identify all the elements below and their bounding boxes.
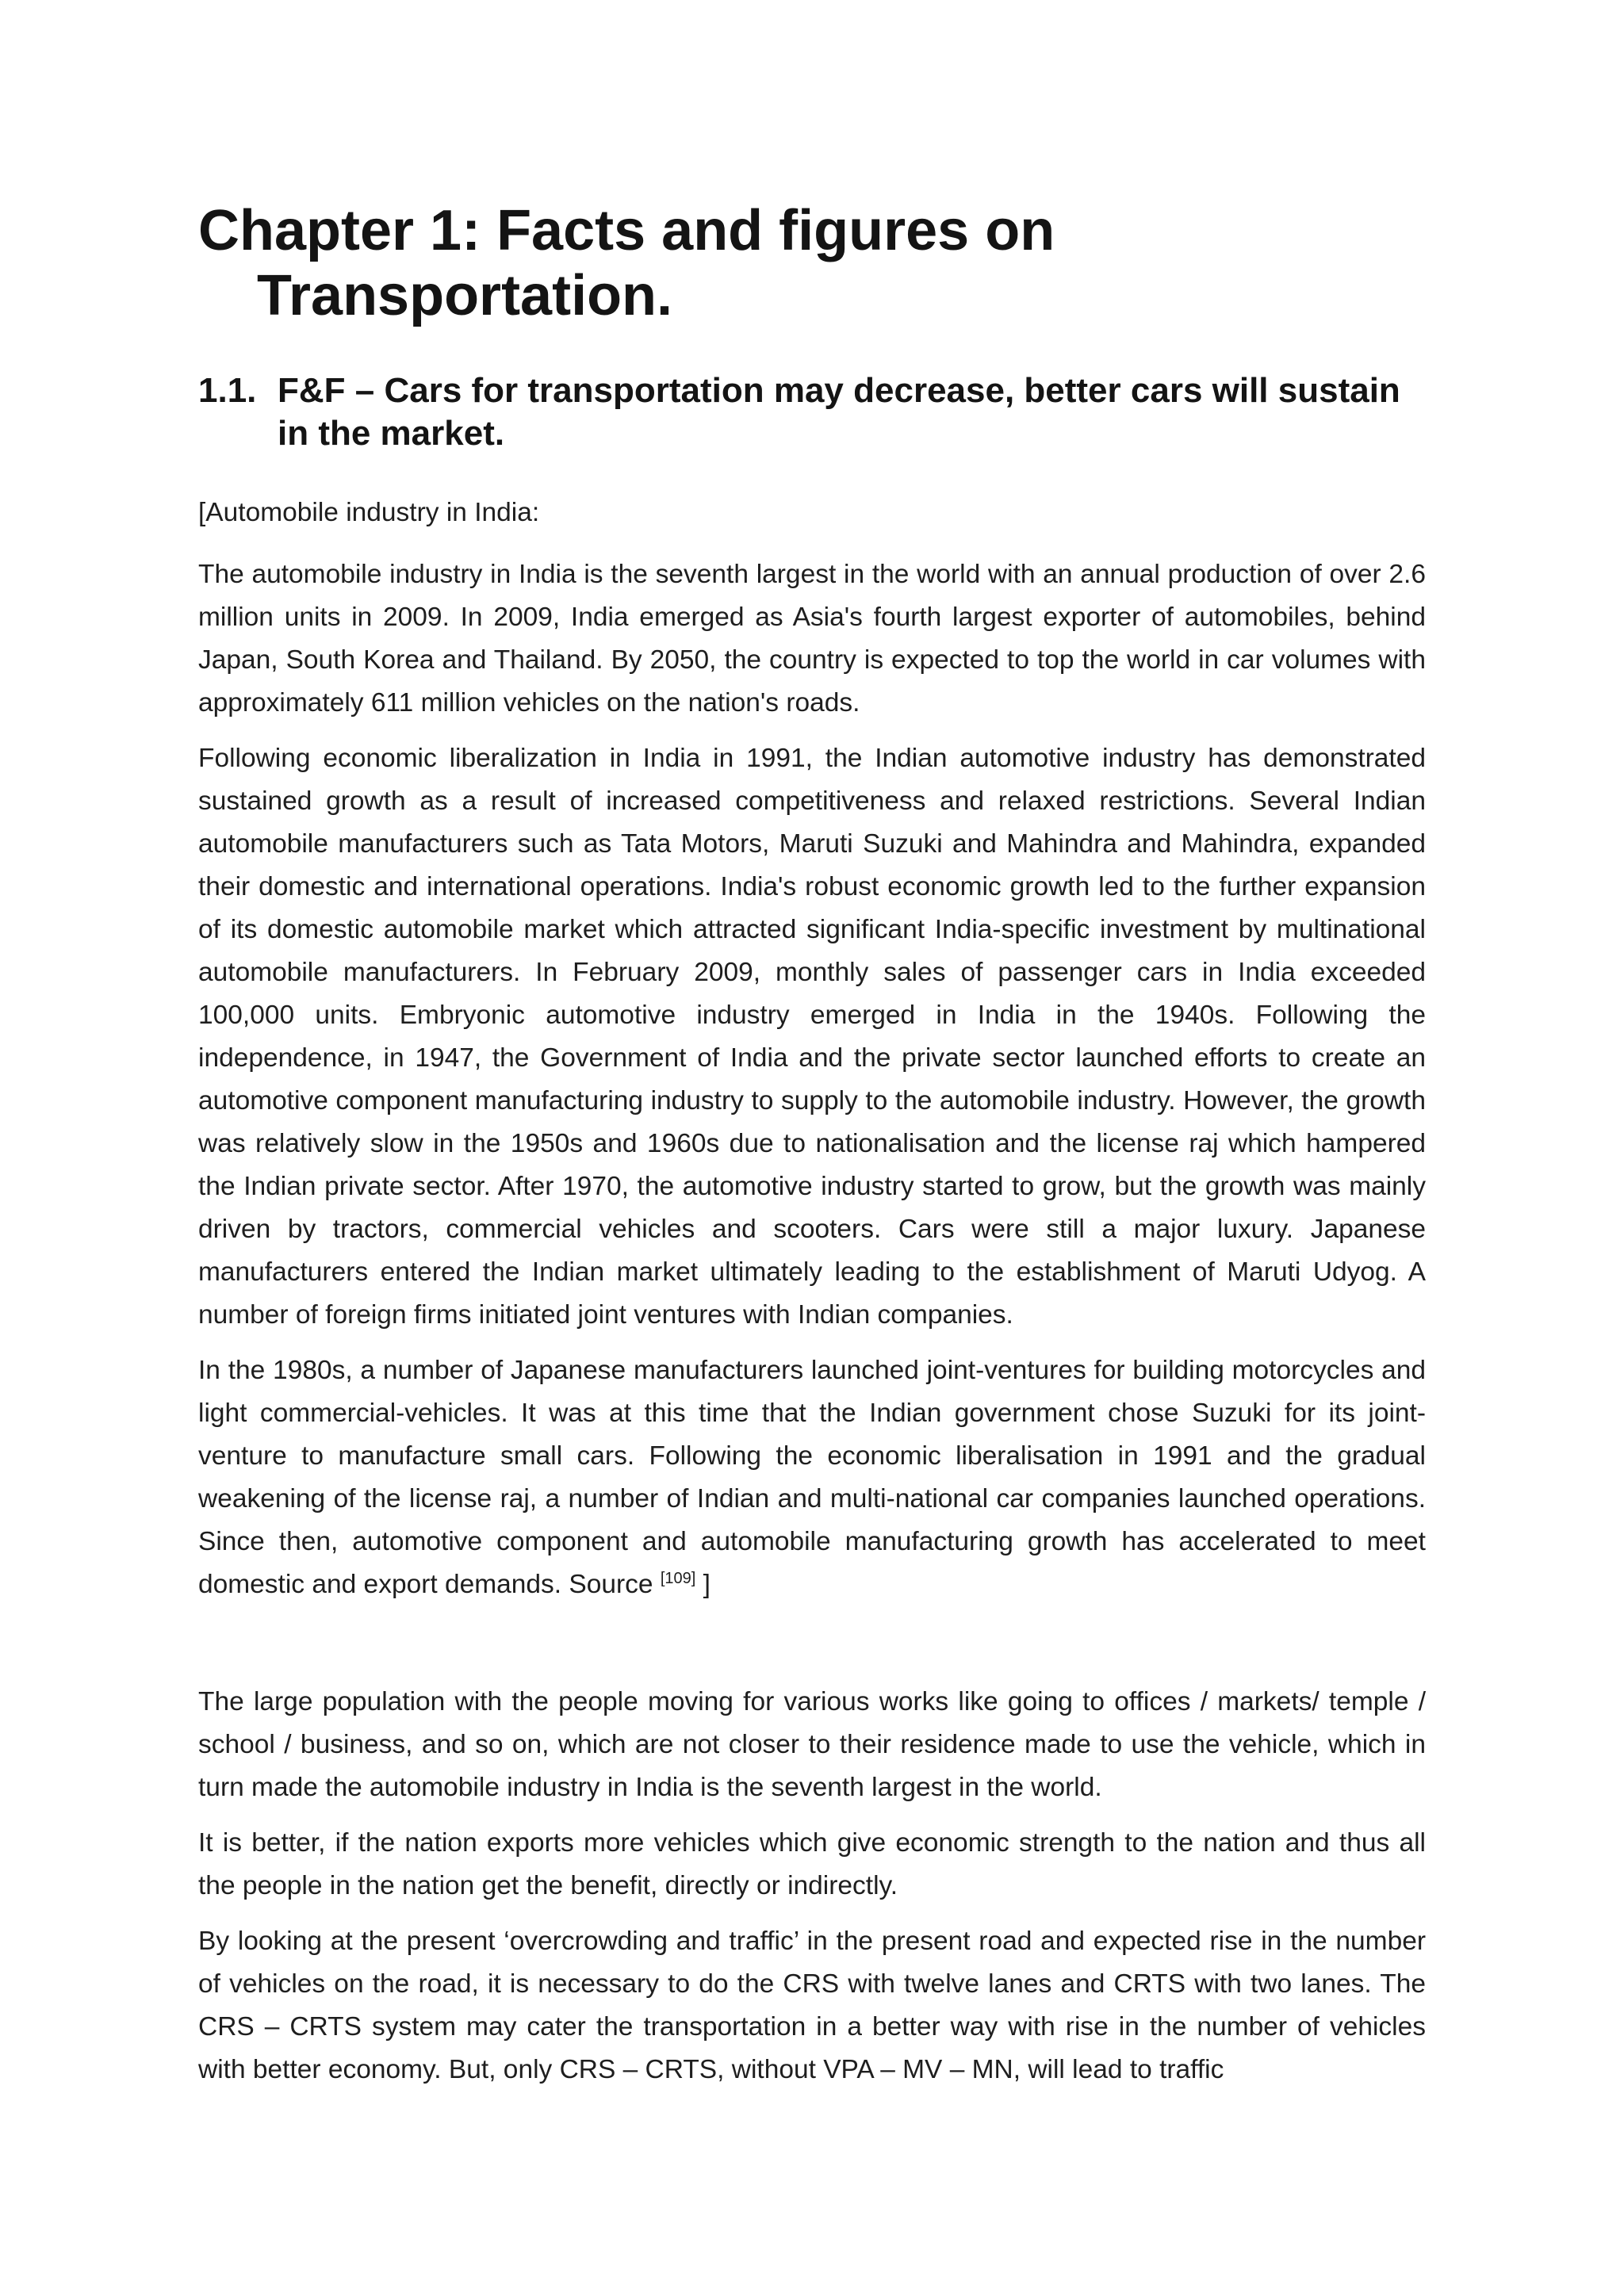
- paragraph-4: The large population with the people moving for various works like going to offices / markets/ temple / school / business, and so on, which are not closer to their residence made to use the vehicle, which in turn made the automobile industry in India is the seventh largest in the world.: [198, 1687, 1426, 1802]
- section-number: 1.1.: [198, 371, 257, 410]
- paragraph-5: It is better, if the nation exports more vehicles which give economic strength to the nation and thus all the people in the nation get the benefit, directly or indirectly.: [198, 1828, 1426, 1900]
- paragraph-label: [Automobile industry in India:: [198, 498, 540, 527]
- chapter-title: [198, 198, 1426, 328]
- paragraph-6: By looking at the present ‘overcrowding and traffic’ in the present road and expected rise in the number of vehicles on the road, it is necessary to do the CRS with twelve lanes and CRTS with two lanes. The CRS – CRTS system may cater the transportation in a better way with rise in the number of vehicles with better economy. But, only CRS – CRTS, without VPA – MV – MN, will lead to traffic: [198, 1927, 1426, 2084]
- section-heading: [198, 369, 1426, 455]
- body-text: [198, 492, 1426, 2104]
- chapter-title-line-2: Transportation.: [257, 264, 673, 327]
- paragraph-3: [198, 1349, 1426, 1606]
- paragraph-2: Following economic liberalization in India in 1991, the Indian automotive industry has demonstrated sustained growth as a result of increased competitiveness and relaxed restrictions. Several Indian automobile manufacturers such as Tata Motors, Maruti Suzuki and Mahindra and Mahindra, expanded their domestic and international operations. India's robust economic growth led to the further expansion of its domestic automobile market which attracted significant India-specific investment by multinational automobile manufacturers. In February 2009, monthly sales of passenger cars in India exceeded 100,000 units. Embryonic automotive industry emerged in India in the 1940s. Following the independence, in 1947, the Government of India and the private sector launched efforts to create an automotive component manufacturing industry to supply to the automobile industry. However, the growth was relatively slow in the 1950s and 1960s due to nationalisation and the license raj which hampered the Indian private sector. After 1970, the automotive industry started to grow, but the growth was mainly driven by tractors, commercial vehicles and scooters. Cars were still a major luxury. Japanese manufacturers entered the Indian market ultimately leading to the establishment of Maruti Udyog. A number of foreign firms initiated joint ventures with Indian companies.: [198, 744, 1426, 1330]
- section-title: F&F – Cars for transportation may decrease, better cars will sustain in the market.: [278, 371, 1400, 453]
- chapter-title-line-1: Chapter 1: Facts and figures on: [198, 199, 1055, 262]
- paragraph-1: The automobile industry in India is the seventh largest in the world with an annual production of over 2.6 million units in 2009. In 2009, India emerged as Asia's fourth largest exporter of automobiles, behind Japan, South Korea and Thailand. By 2050, the country is expected to top the world in car volumes with approximately 611 million vehicles on the nation's roads.: [198, 560, 1426, 718]
- paragraph-3-close: ]: [695, 1570, 710, 1599]
- paragraph-3-text: In the 1980s, a number of Japanese manufacturers launched joint-ventures for building motorcycles and light commercial-vehicles. It was at this time that the Indian government chose Suzuki for its joint-venture to manufacture small cars. Following the economic liberalisation in 1991 and the gradual weakening of the license raj, a number of Indian and multi-national car companies launched operations. Since then, automotive component and automobile manufacturing growth has accelerated to meet domestic and export demands. Source: [198, 1356, 1426, 1599]
- citation-reference: [109]: [660, 1569, 696, 1587]
